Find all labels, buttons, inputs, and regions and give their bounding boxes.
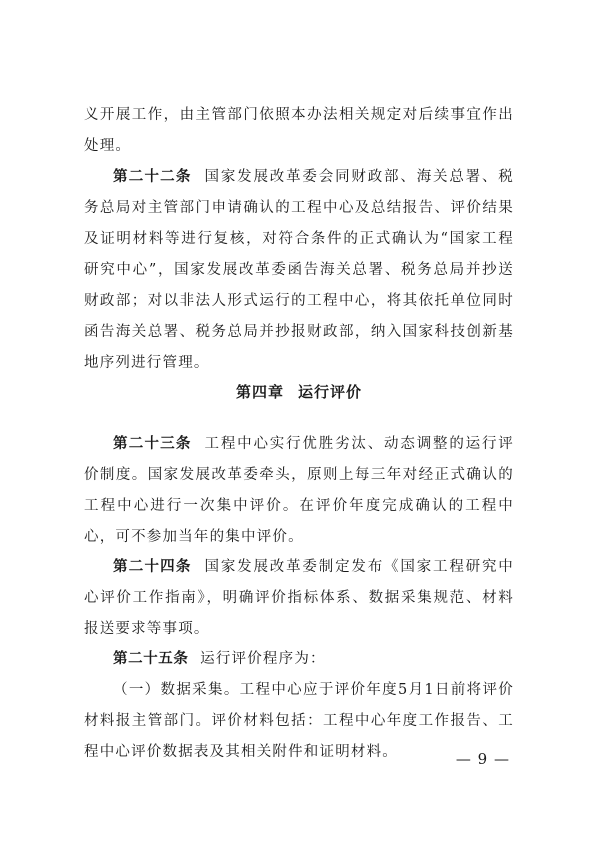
chapter-title: 运行评价 xyxy=(298,383,363,401)
article-text: 运行评价程序为： xyxy=(200,651,326,667)
article-25 xyxy=(84,644,514,675)
chapter-heading xyxy=(84,381,514,402)
article-text: 工程中心实行优胜劣汰、动态调整的运行评价制度。国家发展改革委牵头，原则上每三年对经正式确认的工程中心进行一次集中评价。在评价年度完成确认的工程中心，可不参加当年的集中评价。 xyxy=(84,436,515,545)
article-23 xyxy=(84,429,514,553)
article-label: 第二十五条 xyxy=(113,651,189,667)
article-text: 国家发展改革委会同财政部、海关总署、税务总局对主管部门申请确认的工程中心及总结报告、评价结果及证明材料等进行复核，对符合条件的正式确认为“国家工程研究中心”，国家发展改革委函告海关总署、税务总局并抄送财政部；对以非法人形式运行的工程中心，将其依托单位同时函告海关总署、税务总局并抄报财政部，纳入国家科技创新基地序列进行管理。 xyxy=(84,169,515,371)
article-22 xyxy=(84,162,514,379)
article-label: 第二十二条 xyxy=(113,169,192,185)
chapter-number: 第四章 xyxy=(235,383,284,401)
list-item-text: （一）数据采集。工程中心应于评价年度5月1日前将评价材料报主管部门。评价材料包括：工程中心年度工作报告、工程中心评价数据表及其相关附件和证明材料。 xyxy=(84,682,514,760)
article-label: 第二十四条 xyxy=(113,559,192,575)
article-label: 第二十三条 xyxy=(113,436,192,452)
article-24 xyxy=(84,552,514,645)
paragraph-text: 义开展工作，由主管部门依照本办法相关规定对后续事宜作出处理。 xyxy=(84,107,514,154)
list-item-data-collection xyxy=(84,675,514,768)
article-text: 国家发展改革委制定发布《国家工程研究中心评价工作指南》，明确评价指标体系、数据采集规范、材料报送要求等事项。 xyxy=(84,559,515,637)
page-number: — 9 — xyxy=(455,750,510,768)
paragraph-continuation xyxy=(84,100,514,162)
